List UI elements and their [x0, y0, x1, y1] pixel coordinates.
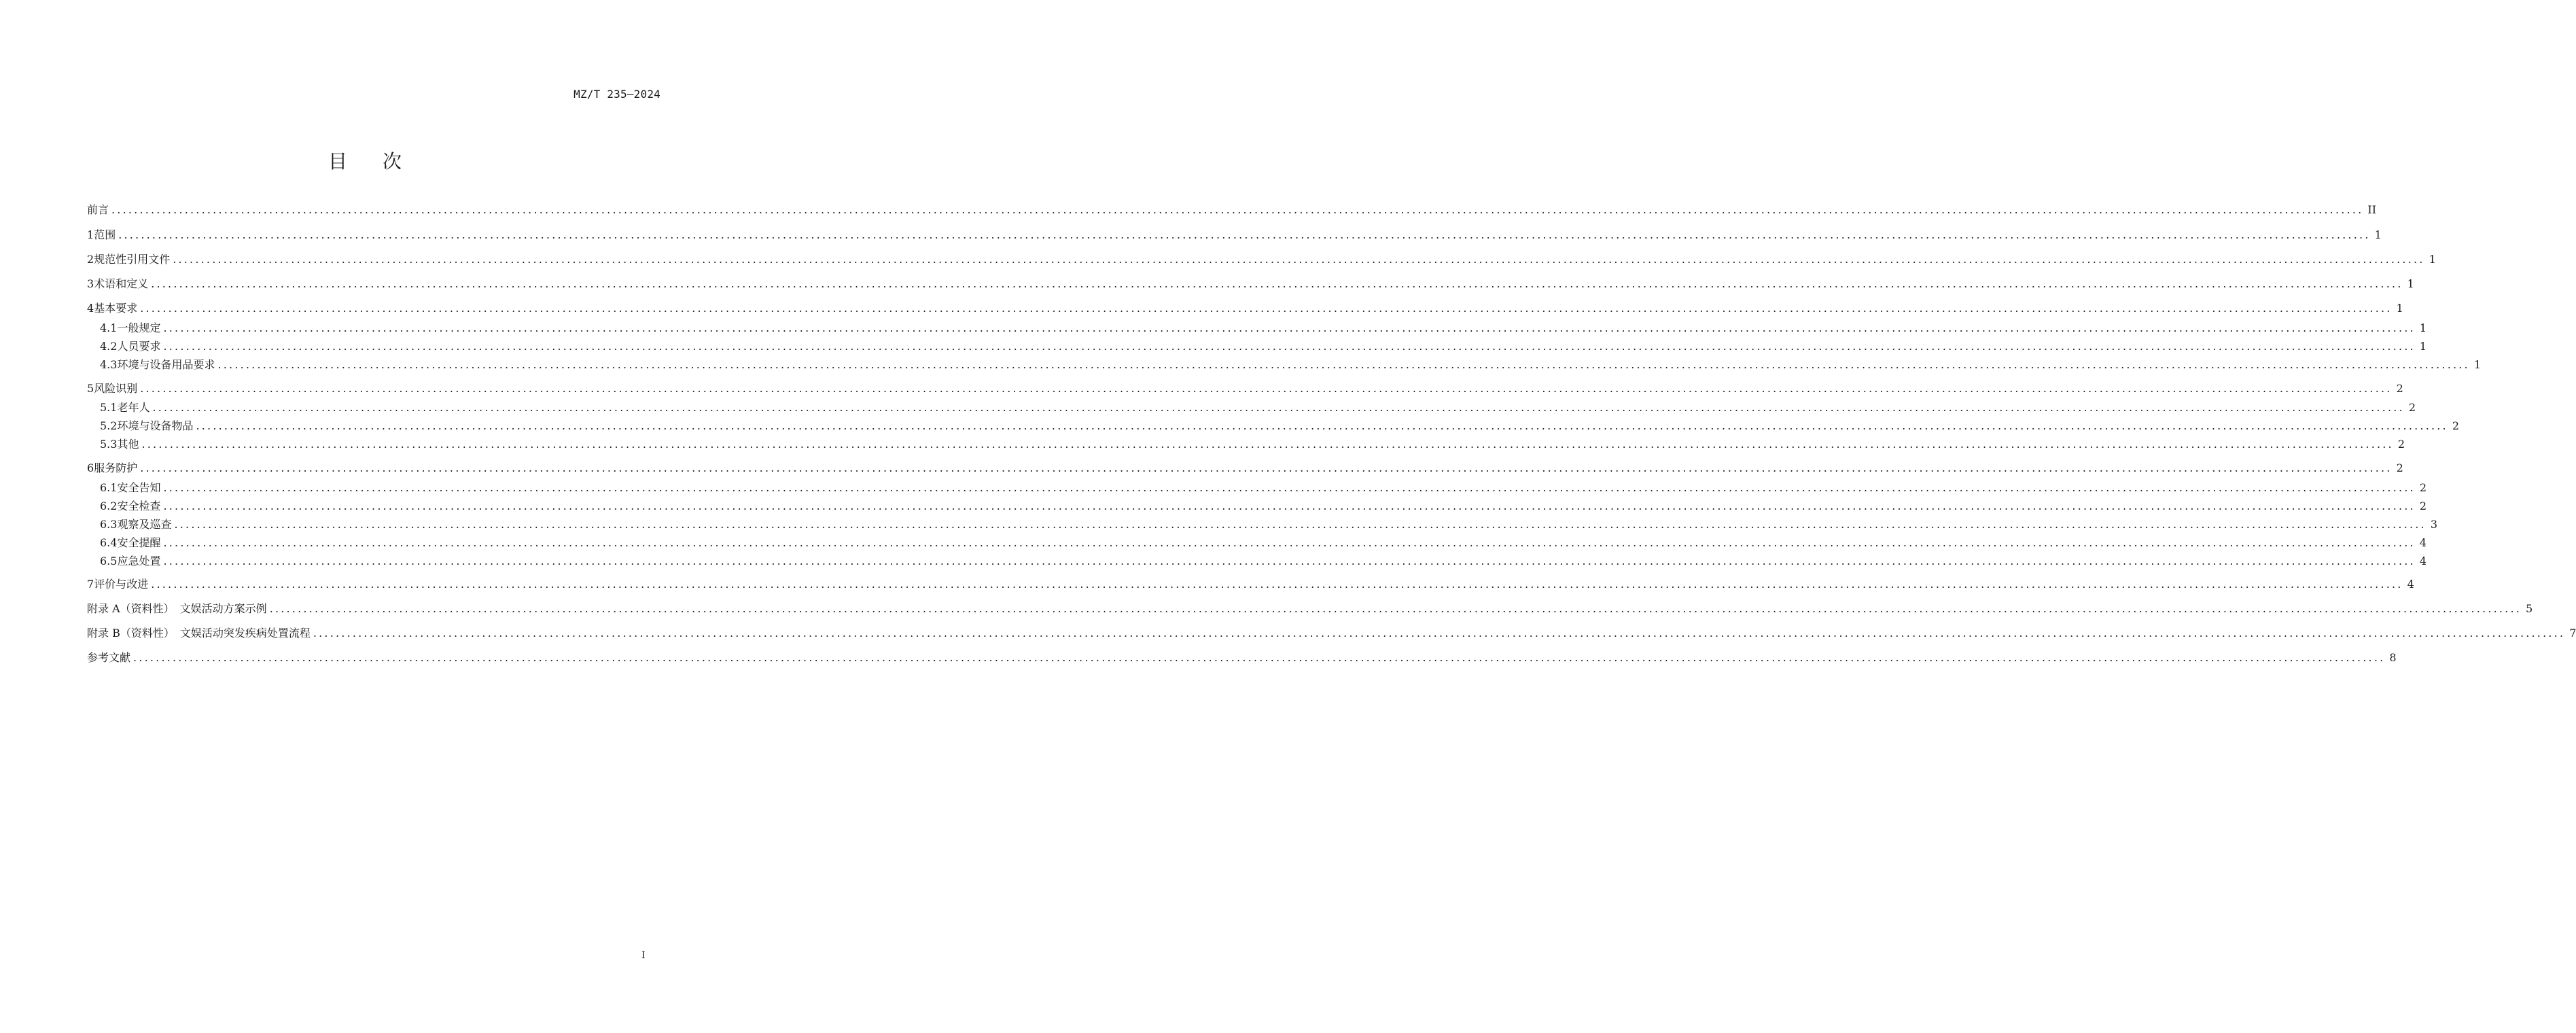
toc-entry[interactable]: [100, 357, 2482, 373]
toc-dot-leader: ................................................................................................................................................................................................................................................................................................................................................................................................................: [163, 536, 2416, 549]
toc-dot-leader: ................................................................................................................................................................................................................................................................................................................................................................................................................: [217, 358, 2470, 371]
toc-entry[interactable]: [100, 436, 2405, 453]
toc-entry-page: 1: [2396, 302, 2403, 315]
toc-entry-title: 应急处置: [117, 555, 161, 567]
toc-entry[interactable]: [87, 202, 2377, 218]
toc-dot-leader: ................................................................................................................................................................................................................................................................................................................................................................................................................: [151, 578, 2403, 591]
toc-dot-leader: ................................................................................................................................................................................................................................................................................................................................................................................................................: [313, 627, 2566, 640]
toc-entry-page: 2: [2452, 419, 2460, 432]
toc-dot-leader: ................................................................................................................................................................................................................................................................................................................................................................................................................: [133, 651, 2386, 664]
toc-entry-title: 范围: [94, 228, 116, 241]
toc-entry-title: 风险识别: [94, 382, 138, 395]
toc-entry[interactable]: [100, 480, 2427, 496]
toc-entry-number: 4.3: [100, 358, 118, 371]
toc-dot-leader: ................................................................................................................................................................................................................................................................................................................................................................................................................: [163, 340, 2416, 353]
toc-entry-number: 2: [87, 253, 94, 266]
toc-entry[interactable]: [87, 381, 2403, 397]
toc-dot-leader: ................................................................................................................................................................................................................................................................................................................................................................................................................: [118, 228, 2371, 241]
toc-entry[interactable]: [100, 498, 2427, 514]
toc-entry-title: 环境与设备物品: [117, 419, 194, 432]
toc-entry[interactable]: [87, 227, 2382, 243]
toc-entry-title: 其他: [117, 438, 139, 451]
toc-entry[interactable]: [87, 576, 2414, 593]
toc-entry-page: 1: [2429, 253, 2436, 266]
toc-entry-title: 附录 A（资料性） 文娱活动方案示例: [87, 602, 267, 615]
toc-entry-page: 1: [2473, 358, 2482, 371]
toc-entry[interactable]: [100, 418, 2460, 434]
toc-entry[interactable]: [87, 650, 2397, 666]
toc-entry-number: 5.3: [100, 438, 118, 451]
toc-entry-number: 6.3: [100, 518, 118, 531]
toc-entry-title: 附录 B（资料性） 文娱活动突发疾病处置流程: [87, 627, 311, 640]
toc-entry[interactable]: [100, 400, 2416, 416]
toc-entry-title: 一般规定: [117, 321, 161, 334]
toc-entry[interactable]: [100, 553, 2427, 570]
toc-entry-number: 4: [87, 302, 94, 315]
toc-entry[interactable]: [100, 338, 2427, 355]
toc-dot-leader: ................................................................................................................................................................................................................................................................................................................................................................................................................: [174, 518, 2427, 531]
toc-entry-title: 安全告知: [117, 481, 161, 494]
toc-entry[interactable]: [87, 300, 2403, 317]
toc-dot-leader: ................................................................................................................................................................................................................................................................................................................................................................................................................: [140, 461, 2393, 474]
toc-dot-leader: ................................................................................................................................................................................................................................................................................................................................................................................................................: [163, 555, 2416, 567]
toc-dot-leader: ................................................................................................................................................................................................................................................................................................................................................................................................................: [196, 419, 2448, 432]
toc-entry-page: 2: [2419, 481, 2427, 494]
page-number: I: [641, 950, 646, 961]
toc-entry-title: 服务防护: [94, 461, 138, 474]
toc-entry-number: 5.1: [100, 401, 118, 414]
toc-entry-title: 规范性引用文件: [94, 253, 171, 266]
toc-entry-page: 1: [2419, 340, 2427, 353]
toc-entry-title: 人员要求: [117, 340, 161, 353]
toc-entry-number: 7: [87, 578, 94, 591]
toc-entry-page: 2: [2396, 461, 2403, 474]
toc-entry-title: 环境与设备用品要求: [117, 358, 215, 371]
toc-entry[interactable]: [87, 276, 2414, 292]
toc-entry[interactable]: [100, 516, 2438, 533]
toc-dot-leader: ................................................................................................................................................................................................................................................................................................................................................................................................................: [163, 500, 2416, 512]
toc-entry-title: 前言: [87, 203, 109, 216]
toc-entry-title: 安全提醒: [117, 536, 161, 549]
toc-entry-title: 评价与改进: [94, 578, 149, 591]
toc-entry-number: 3: [87, 277, 94, 290]
toc-dot-leader: ................................................................................................................................................................................................................................................................................................................................................................................................................: [163, 481, 2416, 494]
toc-entry-page: 4: [2407, 578, 2414, 591]
toc-entry-number: 6.1: [100, 481, 118, 494]
toc-entry-title: 观察及巡查: [117, 518, 172, 531]
toc-entry-number: 6.5: [100, 555, 118, 567]
toc-entry-number: 5.2: [100, 419, 118, 432]
toc-entry[interactable]: [100, 535, 2427, 551]
toc-entry-title: 基本要求: [94, 302, 138, 315]
toc-entry[interactable]: [87, 625, 2576, 642]
toc-entry-page: 8: [2389, 651, 2397, 664]
toc-entry-page: 1: [2419, 321, 2427, 334]
toc-entry-number: 5: [87, 382, 94, 395]
toc-dot-leader: ................................................................................................................................................................................................................................................................................................................................................................................................................: [111, 203, 2364, 216]
toc-entry-number: 6: [87, 461, 94, 474]
toc-dot-leader: ................................................................................................................................................................................................................................................................................................................................................................................................................: [152, 401, 2405, 414]
toc-entry-title: 术语和定义: [94, 277, 149, 290]
toc-entry-number: 6.4: [100, 536, 118, 549]
toc-dot-leader: ................................................................................................................................................................................................................................................................................................................................................................................................................: [140, 382, 2393, 395]
toc-dot-leader: ................................................................................................................................................................................................................................................................................................................................................................................................................: [141, 438, 2394, 451]
toc-dot-leader: ................................................................................................................................................................................................................................................................................................................................................................................................................: [140, 302, 2393, 315]
toc-entry[interactable]: [100, 320, 2427, 336]
toc-entry-page: II: [2367, 203, 2377, 216]
title-char-2: 次: [383, 150, 402, 173]
toc-entry-number: 4.1: [100, 321, 118, 334]
toc-entry-page: 1: [2407, 277, 2414, 290]
toc-dot-leader: ................................................................................................................................................................................................................................................................................................................................................................................................................: [151, 277, 2403, 290]
toc-entry-page: 4: [2419, 555, 2427, 567]
toc-entry-number: 1: [87, 228, 94, 241]
toc-entry-title: 参考文献: [87, 651, 131, 664]
toc-entry-page: 2: [2397, 438, 2405, 451]
toc-dot-leader: ................................................................................................................................................................................................................................................................................................................................................................................................................: [163, 321, 2416, 334]
toc-entry[interactable]: [87, 460, 2403, 476]
toc-entry-page: 2: [2408, 401, 2416, 414]
toc-entry-page: 4: [2419, 536, 2427, 549]
title-char-1: 目: [328, 150, 347, 173]
standard-code: MZ/T 235—2024: [574, 88, 660, 101]
toc-entry-page: 5: [2526, 602, 2533, 615]
toc-entry-number: 6.2: [100, 500, 118, 512]
toc-entry[interactable]: [87, 251, 2436, 268]
toc-entry-number: 4.2: [100, 340, 118, 353]
toc-dot-leader: ................................................................................................................................................................................................................................................................................................................................................................................................................: [269, 602, 2522, 615]
toc-entry-page: 3: [2430, 518, 2438, 531]
toc-entry[interactable]: [87, 601, 2533, 617]
toc-entry-page: 1: [2374, 228, 2382, 241]
toc-entry-title: 安全检查: [117, 500, 161, 512]
toc-dot-leader: ................................................................................................................................................................................................................................................................................................................................................................................................................: [173, 253, 2425, 266]
toc-entry-title: 老年人: [117, 401, 150, 414]
toc-entry-page: 2: [2396, 382, 2403, 395]
toc-entry-page: 2: [2419, 500, 2427, 512]
toc-entry-page: 7: [2569, 627, 2576, 640]
